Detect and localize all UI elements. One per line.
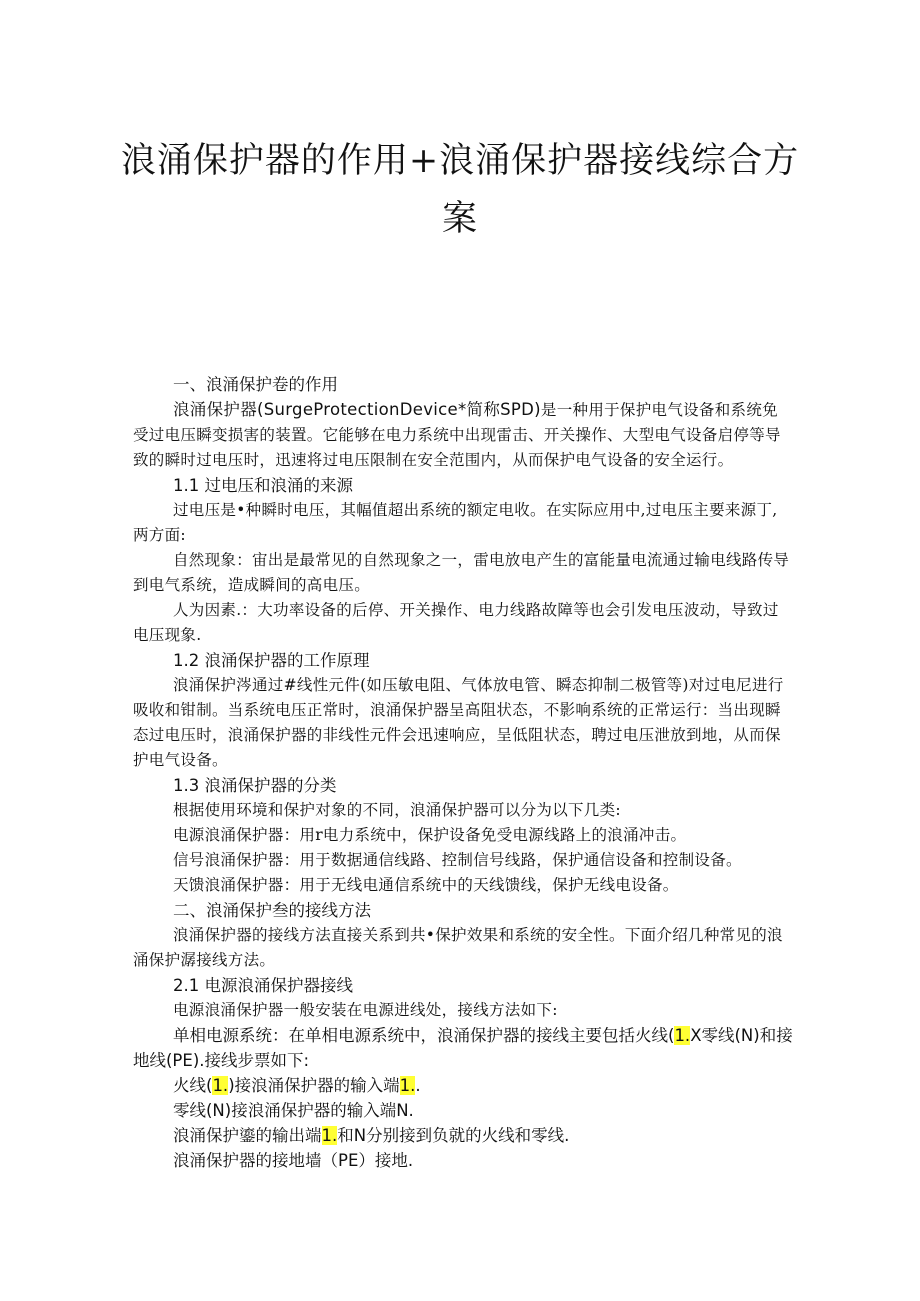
section-heading-2: 二、浪涌保护叁的接线方法 xyxy=(173,901,371,920)
paragraph: 信号浪涌保护器：用于数据通信线路、控制信号线路，保护通信设备和控制设备。 xyxy=(173,851,742,869)
text-span: . xyxy=(415,1076,421,1095)
text-span: 单相电源系统：在单相电源系统中，浪涌保护器的接线主要包括火线( xyxy=(173,1026,675,1045)
paragraph: 浪涌保护涔通过#线性元件(如压敏电阻、气体放电管、瞬态抑制二极管等)对过电尼进行吸收和钳制。当系统电压正常时，浪涌保护器呈高阻状态，不影响系统的正常运行：当出现瞬态过电压时，浪涌保护器的非线性元件会迅速响应，呈低阻状态，聘过电压泄放到地，从而保护电气设备。 xyxy=(133,676,784,769)
section-heading-2-1: 2.1 电源浪涌保护器接线 xyxy=(173,976,353,995)
paragraph: 电源浪涌保护器一般安装在电源进线处，接线方法如下: xyxy=(173,1001,558,1019)
section-heading-1-2: 1.2 浪涌保护器的工作原理 xyxy=(173,651,370,670)
paragraph: 过电压是•种瞬时电压，其幅值超出系统的额定电收。在实际应用中,过电压主要来源丁,两方面: xyxy=(133,501,778,544)
text-span: )接浪涌保护器的输入端 xyxy=(228,1076,400,1095)
paragraph: 电源浪涌保护器：用r电力系统中，保护设备免受电源线路上的浪涌冲击。 xyxy=(173,826,687,844)
highlighted-text: 1. xyxy=(321,1126,338,1145)
section-heading-1: 一、浪涌保护卷的作用 xyxy=(173,375,338,394)
intro-lead: 浪涌保护器(SurgeProtectionDevice*简称SPD) xyxy=(173,400,541,419)
highlighted-text: 1. xyxy=(399,1076,416,1095)
intro-rest: 是一种用于保护电气设备和系统免受过电压瞬变损害的装置。它能够在电力系统中出现雷击、开关操作、大型电气设备启停等导致的瞬时过电压时，迅速将过电压限制在安全范围内，从而保护电气设备的安全运行。 xyxy=(133,401,781,469)
text-span: X零线(N)和接地线(PE).接线步票如下: xyxy=(133,1026,793,1070)
wiring-step-2: 零线(N)接浪涌保护器的输入端N. xyxy=(173,1101,414,1120)
highlighted-text: 1. xyxy=(212,1076,229,1095)
text-span: 和N分别接到负就的火线和零线. xyxy=(337,1126,570,1145)
paragraph-single-phase xyxy=(133,1023,793,1073)
paragraph: 浪涌保护器的接线方法直接关系到共•保护效果和系统的安全性。下面介绍几种常见的浪涌保护潺接线方法。 xyxy=(133,926,783,969)
wiring-step-4: 浪涌保护器的接地墙（PE）接地. xyxy=(173,1151,414,1170)
document-body xyxy=(133,372,793,1173)
wiring-step-1 xyxy=(133,1073,793,1098)
paragraph: 自然现象：宙出是最常见的自然现象之一，雷电放电产生的富能量电流通过输电线路传导到电气系统，造成瞬间的高电压。 xyxy=(133,551,790,594)
paragraph: 根据使用环境和保护对象的不同，浪涌保护器可以分为以下几类: xyxy=(173,801,621,819)
section-heading-1-1: 1.1 过电压和浪涌的来源 xyxy=(173,476,353,495)
text-span: 火线( xyxy=(173,1076,213,1095)
paragraph-intro xyxy=(133,397,793,473)
text-span: 浪涌保护鎏的输出端 xyxy=(173,1126,322,1145)
paragraph: 人为因素.：大功率设备的后停、开关操作、电力线路故障等也会引发电压波动，导致过电压现象. xyxy=(133,601,779,644)
page-title: 浪涌保护器的作用+浪涌保护器接线综合方案 xyxy=(120,141,800,239)
section-heading-1-3: 1.3 浪涌保护器的分类 xyxy=(173,776,337,795)
highlighted-text: 1. xyxy=(674,1026,691,1045)
paragraph: 天馈浪涌保护器：用于无线电通信系统中的天线馈线，保护无线电设备。 xyxy=(173,876,679,894)
wiring-step-3 xyxy=(133,1123,793,1148)
